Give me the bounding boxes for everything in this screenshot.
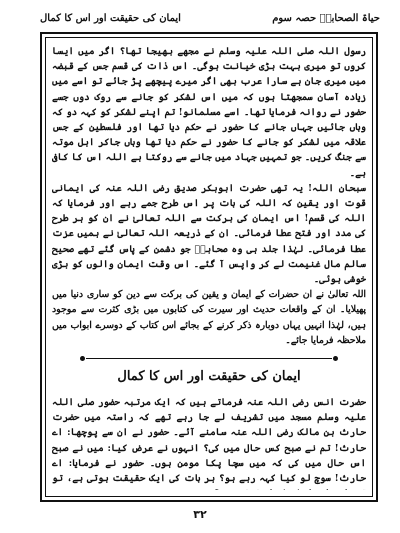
running-header <box>40 6 380 30</box>
page-border-outer <box>40 32 378 502</box>
paragraph: رسول اللہ صلی اللہ علیہ وسلم نے مجھے بھیجا تھا؟ اگر میں ایسا کروں تو میری بہت بڑی خیانت ہوگی۔ اس ذات کی قسم جس کے قبضہ میں میری جان ہے سارا عرب بھی اگر میرے پیچھے پڑ جائے تو اسے میں زیادہ آسان سمجھتا ہوں کہ میں اس لشکر کو جانے سے روک دوں جسے حضور نے روانہ فرمایا تھا۔ اسے مسلمانو! تم اپنے لشکر کو کہہ دو کہ وہاں جائیں جہاں جانے کا حضور نے حکم دیا تھا اور فلسطین کے جس علاقہ میں لشکر کو جانے کا حضور نے حکم دیا تھا وہاں جاکر اہل موتہ سے جنگ کریں۔ جو تمہیں جہاد میں جانے سے روکتا ہے اللہ اس کا کافی ہے۔ <box>52 46 366 179</box>
paragraph: حضرت انس رضی اللہ عنہ فرماتے ہیں کہ ایک مرتبہ حضور صلی اللہ علیہ وسلم مسجد میں تشریف لے جا رہے تھے کہ راستہ میں حضرت حارث بن مالک رضی اللہ عنہ سامنے آئے۔ حضور نے ان سے پوچھا: اے حارث! تم نے صبح کس حال میں کی؟ انہوں نے عرض کیا: میں نے صبح اس حال میں کی کہ میں سچا پکا مومن ہوں۔ حضور نے فرمایا: اے حارث! سوچ لو کیا کہہ رہے ہو؟ ہر بات کی ایک حقیقت ہوتی ہے، تو <box>52 397 366 485</box>
page-number: ۳۲ <box>193 508 207 521</box>
body-text <box>52 44 366 490</box>
paragraph: سبحان اللہ! یہ تھی حضرت ابوبکر صدیق رضی اللہ عنہ کی ایمانی قوت اور یقین کہ اللہ کی بات پر اس طرح جمے رہے اور فرمایا کہ اللہ کی قسم! اس ایمان کی برکت سے اللہ تعالیٰ نے ان کو ہر طرح کی مدد اور فتح عطا فرمائی۔ ان کے ذریعہ اللہ تعالیٰ نے ہمیں عزت عطا فرمائی۔ لہٰذا جلد ہی وہ صحابہؓ جو دشمن کے پاس گئے تھے صحیح سالم مال غنیمت لے کر واپس آ گئے۔ اس وقت ایمان والوں کو بڑی خوشی ہوئی۔ <box>52 182 366 286</box>
ornamental-divider <box>86 358 332 359</box>
section-heading: ایمان کی حقیقت اور اس کا کمال <box>117 369 301 385</box>
running-header-chapter-title: ایمان کی حقیقت اور اس کا کمال <box>40 12 181 24</box>
page-border-inner <box>45 37 373 497</box>
running-header-book-title: حیاۃ الصحابہؓ حصہ سوم <box>272 12 380 24</box>
paragraph: اللہ تعالیٰ نے ان حضرات کے ایمان و یقین کی برکت سے دین کو ساری دنیا میں پھیلایا۔ ان کے واقعات حدیث اور سیرت کی کتابوں میں بڑی کثرت سے موجود ہیں، لہٰذا انہیں یہاں دوبارہ ذکر کرنے کے بجائے اس کتاب کے دوسرے ابواب میں ملاحظہ فرمایا جائے۔ <box>52 289 366 346</box>
